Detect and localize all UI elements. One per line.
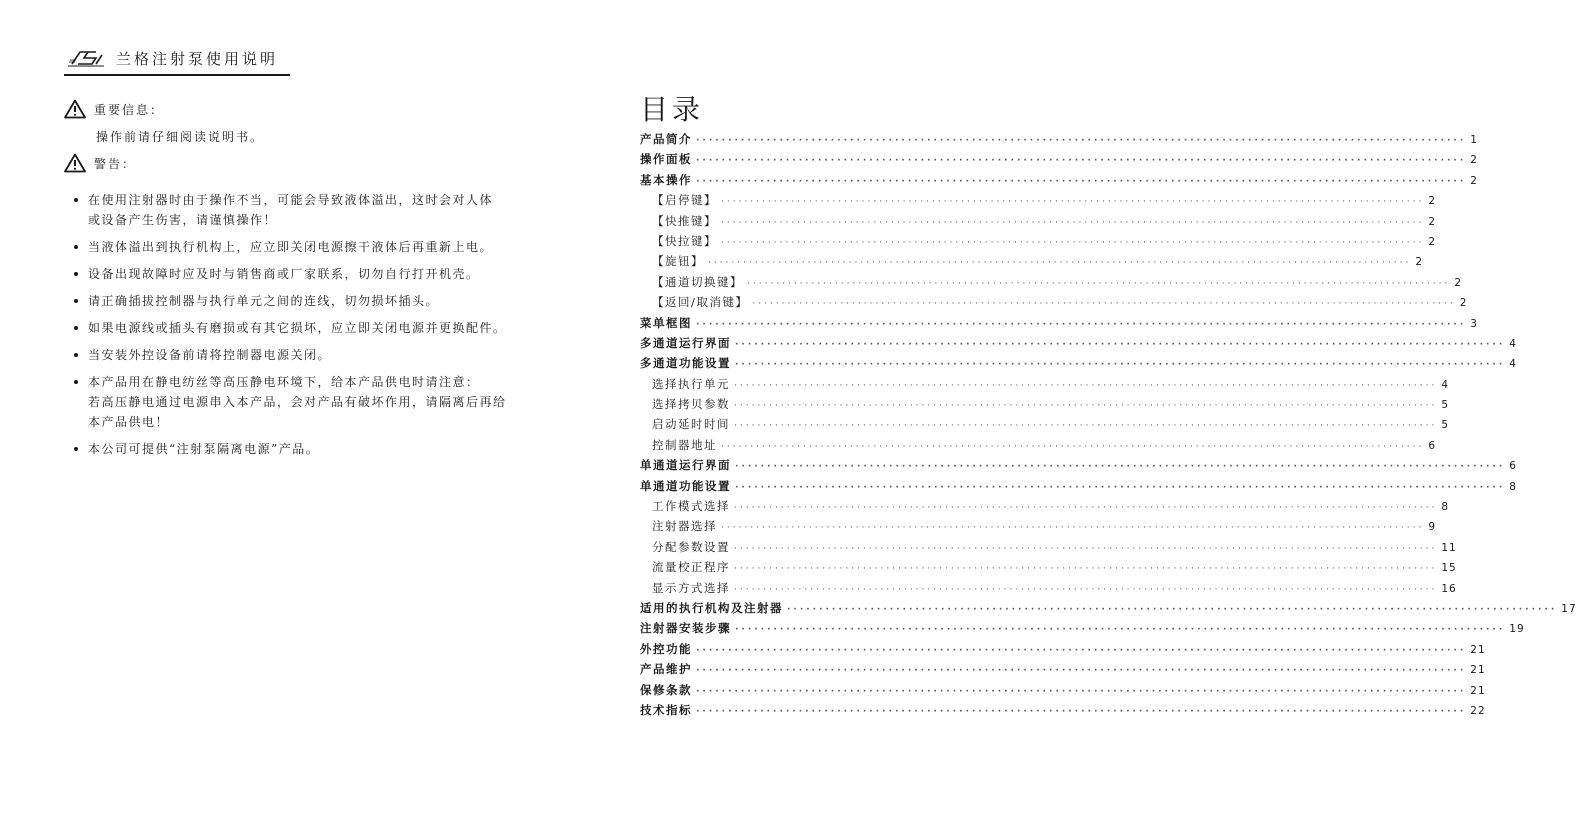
toc-entry-label: 基本操作 — [640, 172, 692, 187]
toc-leader-dots: ························································································································ — [735, 339, 1506, 350]
table-of-contents — [640, 131, 1577, 722]
toc-leader-dots: ························································································································ — [721, 217, 1425, 228]
warning-list-line: 本产品供电！ — [88, 415, 170, 429]
toc-entry-label: 【旋钮】 — [652, 254, 704, 269]
toc-entry-page: 2 — [1454, 276, 1462, 289]
warning-list-line: 如果电源线或插头有磨损或有其它损坏，应立即关闭电源并更换配件。 — [88, 321, 507, 335]
toc-entry-page: 2 — [1428, 215, 1436, 228]
toc-entry-page: 15 — [1441, 562, 1457, 575]
warning-list-item — [72, 372, 552, 432]
toc-entry-page: 5 — [1441, 419, 1449, 432]
warning-list-item — [72, 318, 552, 338]
toc-leader-dots: ························································································································ — [787, 604, 1558, 615]
toc-leader-dots: ························································································································ — [721, 237, 1425, 248]
toc-entry[interactable] — [640, 151, 1478, 171]
toc-leader-dots: ························································································································ — [696, 319, 1467, 330]
toc-leader-dots: ························································································································ — [696, 156, 1467, 167]
important-text: 操作前请仔细阅读说明书。 — [96, 130, 265, 144]
warning-list-item — [72, 264, 552, 284]
toc-leader-dots: ························································································································ — [734, 503, 1438, 514]
toc-leader-dots: ························································································································ — [708, 258, 1412, 269]
toc-leader-dots: ························································································································ — [735, 462, 1506, 473]
warning-list-item — [72, 237, 552, 257]
toc-entry-label: 适用的执行机构及注射器 — [640, 600, 783, 615]
toc-entry-page: 3 — [1470, 317, 1478, 330]
toc-entry-page: 16 — [1441, 582, 1457, 595]
warning-list-line: 本公司可提供“注射泵隔离电源”产品。 — [88, 442, 320, 456]
toc-entry[interactable] — [640, 335, 1517, 355]
toc-entry-label: 【快拉键】 — [652, 233, 717, 248]
toc-entry-label: 技术指标 — [640, 702, 692, 717]
toc-entry-label: 多通道运行界面 — [640, 335, 731, 350]
toc-entry-label: 选择执行单元 — [652, 376, 730, 391]
toc-entry-label: 【通道切换键】 — [652, 274, 743, 289]
toc-entry[interactable] — [640, 702, 1486, 722]
toc-entry[interactable] — [640, 172, 1478, 192]
toc-entry-page: 8 — [1509, 480, 1517, 493]
toc-entry-page: 17 — [1561, 602, 1577, 615]
toc-entry[interactable] — [640, 131, 1478, 151]
bullet-dot-icon — [74, 326, 78, 330]
toc-entry[interactable] — [640, 641, 1486, 661]
toc-entry-label: 注射器选择 — [652, 519, 717, 534]
toc-entry-page: 5 — [1441, 399, 1449, 412]
toc-entry-page: 2 — [1428, 235, 1436, 248]
bullet-dot-icon — [74, 380, 78, 384]
toc-entry-page: 4 — [1441, 378, 1449, 391]
warning-list-item — [72, 345, 552, 365]
toc-entry-page: 1 — [1470, 134, 1478, 146]
toc-entry-page: 21 — [1470, 684, 1486, 697]
right-page — [580, 0, 1577, 840]
toc-entry[interactable] — [640, 274, 1462, 294]
toc-entry-label: 启动延时时间 — [652, 417, 730, 432]
bullet-dot-icon — [74, 353, 78, 357]
toc-entry-label: 选择拷贝参数 — [652, 397, 730, 412]
toc-leader-dots: ························································································································ — [696, 645, 1467, 656]
warning-list-item — [72, 439, 552, 459]
bullet-dot-icon — [74, 245, 78, 249]
warning-list-line: 当安装外控设备前请将控制器电源关闭。 — [88, 348, 332, 362]
toc-entry[interactable] — [640, 437, 1436, 457]
toc-title: 目录 — [640, 93, 705, 126]
toc-leader-dots: ························································································································ — [696, 686, 1467, 697]
toc-entry-page: 2 — [1459, 297, 1468, 310]
toc-entry-label: 菜单框图 — [640, 315, 692, 330]
toc-entry-label: 控制器地址 — [652, 437, 717, 452]
toc-entry-label: 显示方式选择 — [652, 580, 730, 595]
toc-entry[interactable] — [640, 355, 1517, 375]
warning-title: 警告： — [94, 156, 137, 171]
toc-entry[interactable] — [640, 539, 1457, 559]
toc-entry[interactable] — [640, 682, 1486, 702]
toc-entry-page: 21 — [1470, 664, 1486, 677]
lange-logo-icon — [66, 48, 106, 68]
toc-entry-page: 4 — [1509, 358, 1517, 371]
toc-entry-page: 4 — [1509, 337, 1517, 350]
toc-entry-label: 保修条款 — [640, 682, 692, 697]
toc-entry[interactable] — [640, 600, 1577, 620]
bullet-dot-icon — [74, 447, 78, 451]
bullet-dot-icon — [74, 198, 78, 202]
toc-entry-label: 操作面板 — [640, 152, 692, 167]
toc-entry-page: 22 — [1470, 704, 1486, 717]
warning-triangle-icon — [64, 99, 86, 119]
toc-leader-dots: ························································································································ — [735, 625, 1506, 636]
important-notice — [64, 98, 164, 120]
toc-entry[interactable] — [640, 315, 1478, 335]
toc-entry-page: 2 — [1470, 154, 1478, 167]
toc-entry-label: 分配参数设置 — [652, 539, 730, 554]
bullet-dot-icon — [74, 299, 78, 303]
toc-entry-page: 6 — [1428, 439, 1436, 452]
toc-entry-label: 单通道运行界面 — [640, 458, 731, 473]
toc-entry-label: 注射器安装步骤 — [640, 621, 731, 636]
left-page — [0, 0, 580, 840]
toc-entry-page: 2 — [1415, 256, 1423, 269]
toc-entry[interactable] — [640, 518, 1436, 538]
toc-leader-dots: ························································································································ — [696, 706, 1467, 717]
toc-entry[interactable] — [640, 416, 1449, 436]
toc-entry-label: 流量校正程序 — [652, 560, 730, 575]
toc-entry[interactable] — [640, 213, 1436, 233]
toc-leader-dots: ························································································································ — [752, 299, 1456, 310]
toc-leader-dots: ························································································································ — [734, 380, 1438, 391]
toc-leader-dots: ························································································································ — [734, 543, 1438, 554]
toc-entry-page: 8 — [1441, 501, 1449, 514]
toc-leader-dots: ························································································································ — [721, 441, 1425, 452]
warning-list-item — [72, 190, 552, 230]
warning-list-line: 若高压静电通过电源串入本产品，会对产品有破坏作用，请隔离后再给 — [88, 395, 507, 409]
toc-entry[interactable] — [640, 661, 1486, 681]
toc-entry[interactable] — [640, 233, 1436, 253]
toc-entry-page: 9 — [1428, 521, 1436, 534]
toc-entry-page: 21 — [1470, 643, 1486, 656]
warning-list-item — [72, 291, 552, 311]
toc-leader-dots: ························································································································ — [696, 136, 1467, 146]
toc-entry-page: 19 — [1509, 623, 1525, 636]
toc-entry[interactable] — [640, 192, 1436, 212]
important-title: 重要信息： — [94, 102, 165, 117]
toc-leader-dots: ························································································································ — [721, 197, 1425, 208]
toc-entry-label: 单通道功能设置 — [640, 478, 731, 493]
warning-list-line: 或设备产生伤害，请谨慎操作！ — [88, 213, 278, 227]
page-header — [64, 44, 290, 76]
toc-leader-dots: ························································································································ — [696, 176, 1467, 187]
toc-leader-dots: ························································································································ — [734, 564, 1438, 575]
warning-list-line: 设备出现故障时应及时与销售商或厂家联系，切勿自行打开机壳。 — [88, 267, 480, 281]
toc-entry[interactable] — [640, 580, 1457, 600]
toc-leader-dots: ························································································································ — [747, 278, 1451, 289]
toc-entry-label: 产品简介 — [640, 132, 692, 146]
warning-list — [72, 190, 552, 466]
toc-leader-dots: ························································································································ — [735, 360, 1506, 371]
bullet-dot-icon — [74, 272, 78, 276]
header-title: 兰格注射泵使用说明 — [116, 50, 279, 68]
toc-entry[interactable] — [640, 457, 1517, 477]
toc-entry[interactable] — [640, 396, 1449, 416]
toc-entry-label: 【返回/取消键】 — [652, 295, 749, 310]
toc-leader-dots: ························································································································ — [734, 401, 1438, 412]
toc-entry-page: 6 — [1509, 460, 1517, 473]
warning-notice — [64, 152, 136, 174]
toc-entry-label: 【启停键】 — [652, 193, 717, 208]
toc-entry-label: 工作模式选择 — [652, 499, 730, 514]
toc-entry-page: 2 — [1428, 195, 1436, 208]
toc-entry[interactable] — [640, 376, 1449, 396]
warning-list-line: 本产品用在静电纺丝等高压静电环境下，给本产品供电时请注意： — [88, 375, 480, 389]
toc-entry[interactable] — [640, 498, 1449, 518]
toc-entry[interactable] — [640, 478, 1517, 498]
toc-leader-dots: ························································································································ — [721, 523, 1425, 534]
toc-leader-dots: ························································································································ — [696, 666, 1467, 677]
warning-list-line: 在使用注射器时由于操作不当，可能会导致液体溢出，这时会对人体 — [88, 193, 494, 207]
toc-entry-page: 2 — [1470, 174, 1478, 187]
toc-entry-label: 产品维护 — [640, 662, 692, 677]
toc-leader-dots: ························································································································ — [734, 584, 1438, 595]
warning-list-line: 当液体溢出到执行机构上，应立即关闭电源擦干液体后再重新上电。 — [88, 240, 494, 254]
warning-list-line: 请正确插拔控制器与执行单元之间的连线，切勿损坏插头。 — [88, 294, 440, 308]
toc-leader-dots: ························································································································ — [735, 482, 1506, 493]
warning-triangle-icon — [64, 153, 86, 173]
toc-entry-label: 多通道功能设置 — [640, 356, 731, 371]
toc-entry[interactable] — [640, 294, 1468, 314]
toc-entry-label: 外控功能 — [640, 641, 692, 656]
toc-entry-page: 11 — [1441, 541, 1457, 554]
toc-entry[interactable] — [640, 559, 1457, 579]
toc-leader-dots: ························································································································ — [734, 421, 1438, 432]
toc-entry-label: 【快推键】 — [652, 213, 717, 228]
toc-entry[interactable] — [640, 253, 1423, 273]
toc-entry[interactable] — [640, 620, 1525, 640]
